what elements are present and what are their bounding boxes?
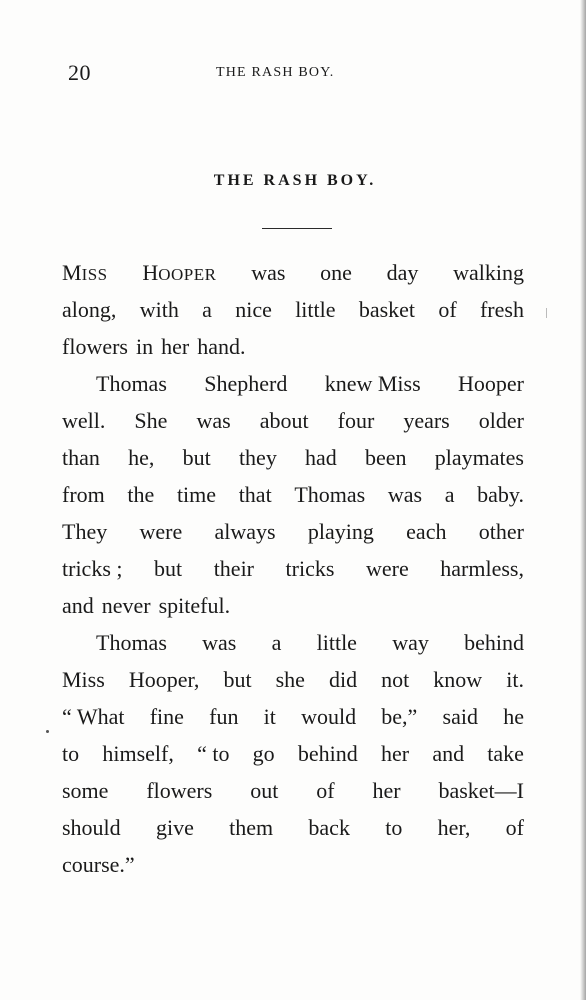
word: did [328, 667, 358, 692]
word: “ What [62, 704, 125, 729]
word: behind [297, 741, 358, 766]
word: himself, [102, 741, 174, 766]
text-line [62, 624, 524, 661]
word: basket—I [438, 778, 524, 803]
word: to [385, 815, 403, 840]
word [142, 254, 216, 291]
word: a [202, 297, 212, 322]
word: he, [128, 445, 155, 470]
word: know [433, 667, 483, 692]
word: not [381, 667, 410, 692]
word: would [301, 704, 357, 729]
small-caps-rest: OOPER [158, 265, 217, 284]
stray-ink-mark [46, 730, 49, 733]
text-line [62, 698, 524, 735]
word: older [478, 408, 524, 433]
word: fresh [479, 297, 524, 322]
word: Miss [62, 667, 105, 692]
word: in [135, 334, 154, 359]
paragraph [62, 254, 524, 365]
word: of [438, 297, 457, 322]
word: should [62, 815, 121, 840]
title-rule [262, 228, 332, 229]
word: give [155, 815, 194, 840]
word: baby. [477, 482, 524, 507]
word: walking [453, 260, 524, 285]
word: had [305, 445, 337, 470]
word: Thomas [96, 630, 167, 655]
word: was [196, 408, 231, 433]
text-line [62, 661, 524, 698]
word: She [134, 408, 168, 433]
word: it. [506, 667, 524, 692]
small-caps-initial: H [142, 260, 159, 285]
word: were [365, 556, 409, 581]
text-line [62, 365, 524, 402]
text-line [62, 772, 524, 809]
word: playmates [434, 445, 524, 470]
word: playing [307, 519, 374, 544]
word: hand. [197, 334, 246, 359]
word: from [62, 482, 105, 507]
word: course.” [62, 852, 135, 877]
word: a [271, 630, 282, 655]
word: and [62, 593, 94, 618]
word: her, [437, 815, 471, 840]
word: well. [62, 408, 106, 433]
word: was [202, 630, 237, 655]
word: back [308, 815, 350, 840]
word: each [406, 519, 447, 544]
word: knew Miss [324, 371, 421, 396]
word: fine [149, 704, 184, 729]
text-line [62, 476, 524, 513]
word: their [213, 556, 255, 581]
word: harmless, [440, 556, 524, 581]
word: Hooper [458, 371, 524, 396]
word: flowers [62, 334, 128, 359]
word: it [263, 704, 276, 729]
word: was [251, 260, 286, 285]
word: be,” [381, 704, 418, 729]
word [62, 254, 108, 291]
word: been [365, 445, 407, 470]
word: about [259, 408, 309, 433]
word: little [316, 630, 357, 655]
word: was [387, 482, 423, 507]
page-edge-shadow [580, 0, 586, 1000]
word: time [176, 482, 217, 507]
word: her [372, 778, 401, 803]
word: to [62, 741, 80, 766]
text-line [62, 254, 524, 291]
word: but [223, 667, 252, 692]
text-line [62, 846, 524, 883]
word: spiteful. [158, 593, 231, 618]
word: of [505, 815, 524, 840]
word: other [478, 519, 524, 544]
text-line [62, 550, 524, 587]
word: never [101, 593, 151, 618]
word: way [392, 630, 429, 655]
text-line [62, 291, 524, 328]
word: Hooper, [128, 667, 200, 692]
word: were [139, 519, 183, 544]
stray-ink-tick [546, 308, 547, 318]
word: than [62, 445, 100, 470]
text-line [62, 513, 524, 550]
page-number: 20 [68, 60, 91, 85]
word: fun [209, 704, 239, 729]
word: Thomas [96, 371, 167, 396]
word: but [182, 445, 211, 470]
body-text [62, 254, 524, 883]
text-line [62, 402, 524, 439]
text-line [62, 328, 524, 365]
paragraph [62, 624, 524, 883]
text-line [62, 809, 524, 846]
word: along, [62, 297, 117, 322]
word: basket [358, 297, 416, 322]
running-title: THE RASH BOY. [216, 65, 335, 80]
word: little [295, 297, 336, 322]
word: of [316, 778, 335, 803]
word: flowers [146, 778, 213, 803]
word: out [250, 778, 279, 803]
word: a [444, 482, 455, 507]
word: go [252, 741, 275, 766]
word: Thomas [294, 482, 366, 507]
word: and [432, 741, 465, 766]
word: one [320, 260, 352, 285]
word: they [238, 445, 277, 470]
text-line [62, 587, 524, 624]
word: some [62, 778, 109, 803]
word: that [238, 482, 272, 507]
small-caps-rest: ISS [81, 265, 108, 284]
text-line [62, 439, 524, 476]
word: Shepherd [204, 371, 288, 396]
word: take [487, 741, 524, 766]
word: her [161, 334, 190, 359]
running-header [68, 60, 524, 90]
word: her [381, 741, 410, 766]
word: four [337, 408, 375, 433]
word: said [442, 704, 478, 729]
word: day [386, 260, 419, 285]
text-line [62, 735, 524, 772]
word: “ to [197, 741, 230, 766]
word: always [214, 519, 276, 544]
small-caps-initial: M [62, 260, 82, 285]
chapter-title: THE RASH BOY. [213, 172, 377, 189]
word: behind [464, 630, 524, 655]
word: with [139, 297, 179, 322]
paragraph [62, 365, 524, 624]
word: tricks ; [62, 556, 123, 581]
word: years [403, 408, 450, 433]
word: nice [235, 297, 272, 322]
word: he [503, 704, 524, 729]
word: They [62, 519, 108, 544]
word: the [127, 482, 155, 507]
word: tricks [285, 556, 335, 581]
word: them [229, 815, 274, 840]
word: she [275, 667, 305, 692]
word: but [154, 556, 183, 581]
